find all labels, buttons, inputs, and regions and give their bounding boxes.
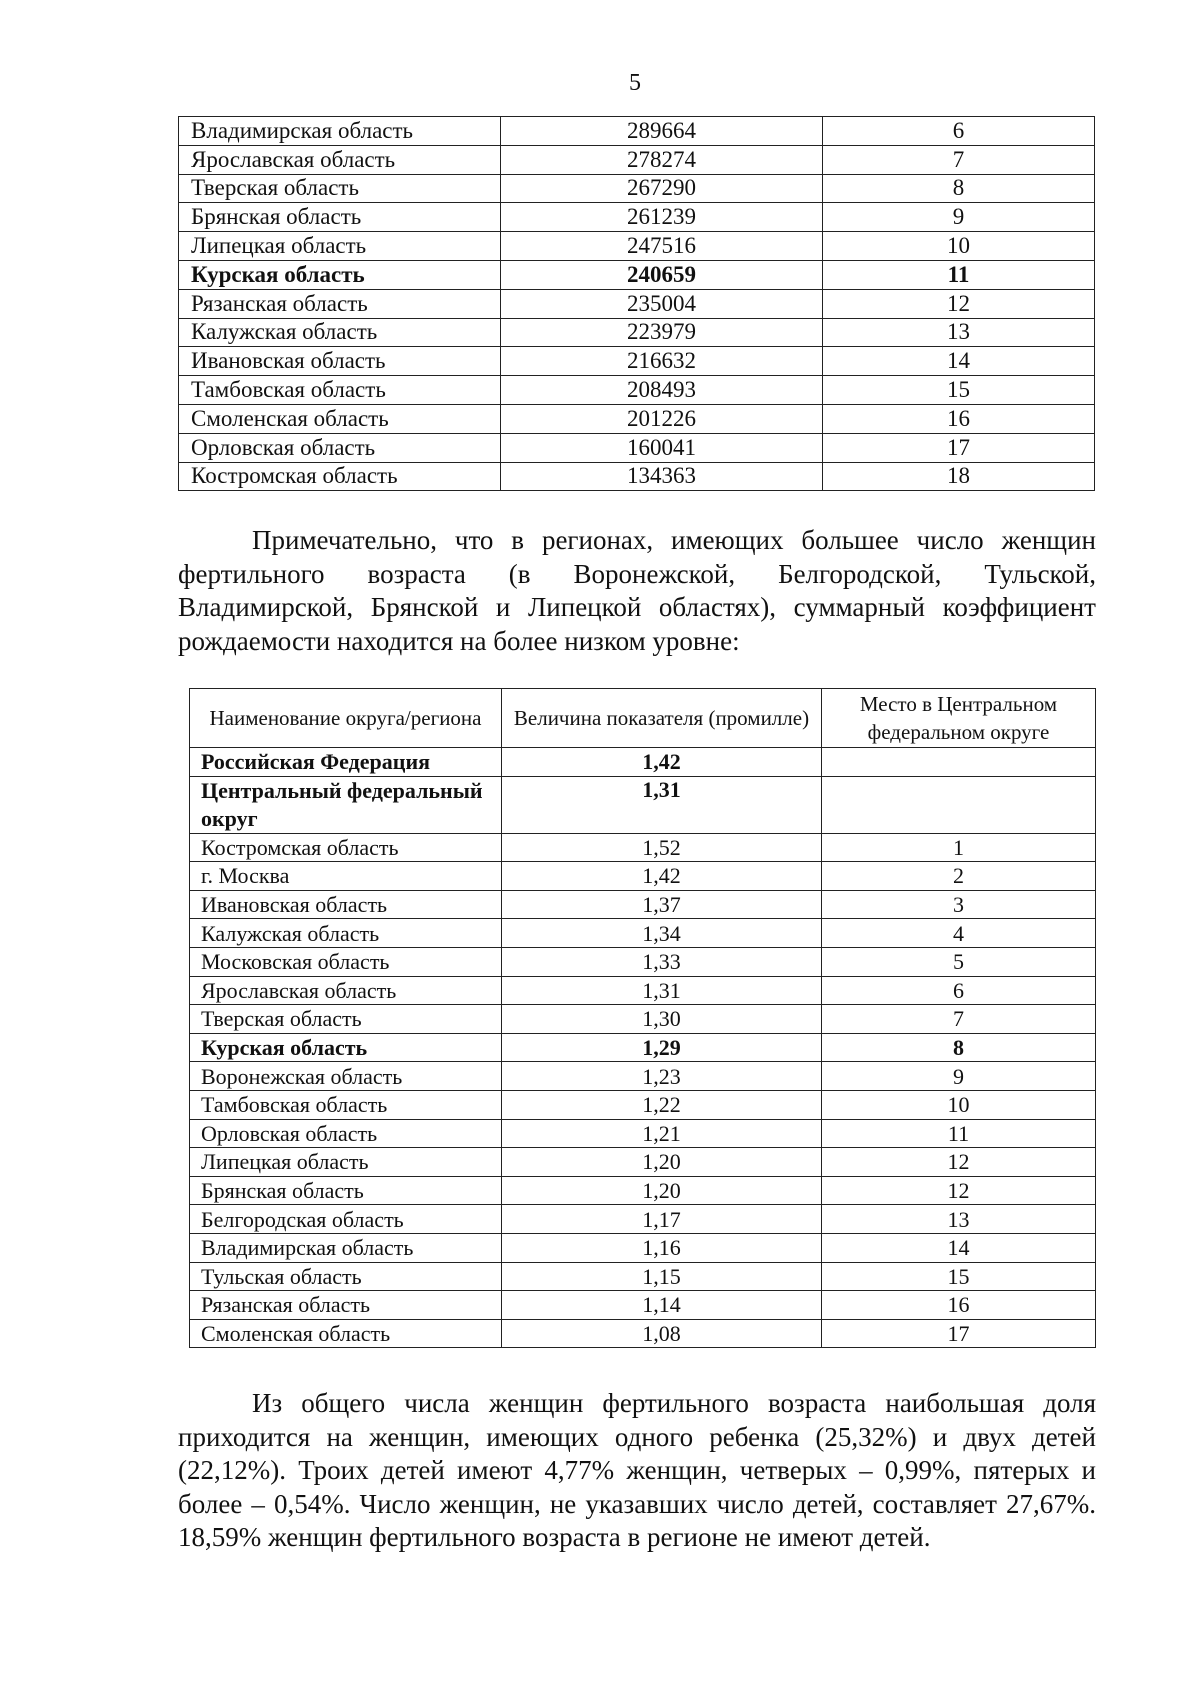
value-cell: 160041 <box>501 433 823 462</box>
value-cell: 235004 <box>501 289 823 318</box>
header-indicator-value: Величина показателя (промилле) <box>502 689 822 748</box>
table-row <box>190 1291 1096 1320</box>
region-name-cell: г. Москва <box>190 862 502 891</box>
value-cell: 216632 <box>501 347 823 376</box>
rank-cell: 6 <box>822 976 1096 1005</box>
value-cell: 1,22 <box>502 1090 822 1119</box>
value-cell: 240659 <box>501 260 823 289</box>
value-cell: 1,30 <box>502 1005 822 1034</box>
value-cell: 1,42 <box>502 748 822 777</box>
value-cell: 1,29 <box>502 1033 822 1062</box>
rank-cell: 10 <box>822 1090 1096 1119</box>
rank-cell: 16 <box>823 404 1095 433</box>
region-name-cell: Ярославская область <box>179 145 501 174</box>
value-cell: 1,31 <box>502 976 822 1005</box>
rank-cell: 4 <box>822 919 1096 948</box>
value-cell: 261239 <box>501 203 823 232</box>
table-row <box>190 919 1096 948</box>
table-row <box>190 947 1096 976</box>
paragraph-children-distribution-text: Из общего числа женщин фертильного возраста наибольшая доля приходится на женщин, имеющих одного ребенка (25,32%) и двух детей (22,12%). Троих детей имеют 4,77% женщин, четверых – 0,99%, пятерых и более – 0,54%. Число женщин, не указавших число детей, составляет 27,67%. 18,59% женщин фертильного возраста в регионе не имеют детей. <box>178 1388 1096 1552</box>
region-name-cell: Тверская область <box>190 1005 502 1034</box>
table-row <box>190 1205 1096 1234</box>
rank-cell: 5 <box>822 947 1096 976</box>
table-row <box>190 1090 1096 1119</box>
value-cell: 278274 <box>501 145 823 174</box>
rank-cell: 14 <box>823 347 1095 376</box>
paragraph-children-distribution <box>178 1387 1096 1555</box>
region-name-cell: Калужская область <box>179 318 501 347</box>
page-number: 5 <box>629 70 641 96</box>
region-name-cell: Тамбовская область <box>179 376 501 405</box>
region-name-cell: Владимирская область <box>190 1233 502 1262</box>
table-row <box>190 833 1096 862</box>
value-cell: 1,33 <box>502 947 822 976</box>
region-name-cell: Тульская область <box>190 1262 502 1291</box>
table-row <box>179 260 1095 289</box>
region-name-cell: Брянская область <box>190 1176 502 1205</box>
table-row <box>179 318 1095 347</box>
table-row <box>190 976 1096 1005</box>
table-row <box>179 289 1095 318</box>
rank-cell: 9 <box>822 1062 1096 1091</box>
rank-cell: 8 <box>822 1033 1096 1062</box>
region-name-cell: Рязанская область <box>190 1291 502 1320</box>
rank-cell: 6 <box>823 117 1095 146</box>
region-name-cell: Ивановская область <box>190 890 502 919</box>
rank-cell: 1 <box>822 833 1096 862</box>
region-name-cell: Центральный федеральный округ <box>190 776 502 833</box>
rank-cell: 13 <box>822 1205 1096 1234</box>
table-row <box>179 347 1095 376</box>
value-cell: 1,20 <box>502 1176 822 1205</box>
value-cell: 1,42 <box>502 862 822 891</box>
table-header-row <box>190 689 1096 748</box>
rank-cell: 10 <box>823 232 1095 261</box>
paragraph-fertility-note <box>178 524 1096 658</box>
region-name-cell: Белгородская область <box>190 1205 502 1234</box>
table-row <box>190 1062 1096 1091</box>
value-cell: 289664 <box>501 117 823 146</box>
rank-cell: 17 <box>822 1319 1096 1348</box>
table-row <box>190 1148 1096 1177</box>
paragraph-fertility-note-text: Примечательно, что в регионах, имеющих большее число женщин фертильного возраста (в Воронежской, Белгородской, Тульской, Владимирской, Брянской и Липецкой областях), суммарный коэффициент рождаемости находится на более низком уровне: <box>178 525 1096 656</box>
header-region-name: Наименование округа/региона <box>190 689 502 748</box>
value-cell: 1,15 <box>502 1262 822 1291</box>
region-name-cell: Владимирская область <box>179 117 501 146</box>
value-cell: 201226 <box>501 404 823 433</box>
rank-cell: 13 <box>823 318 1095 347</box>
region-name-cell: Костромская область <box>179 462 501 491</box>
rank-cell: 11 <box>823 260 1095 289</box>
value-cell: 1,37 <box>502 890 822 919</box>
value-cell: 1,52 <box>502 833 822 862</box>
region-name-cell: Ярославская область <box>190 976 502 1005</box>
region-name-cell: Липецкая область <box>190 1148 502 1177</box>
value-cell: 267290 <box>501 174 823 203</box>
rank-cell: 9 <box>823 203 1095 232</box>
region-name-cell: Орловская область <box>190 1119 502 1148</box>
table-row <box>190 1262 1096 1291</box>
value-cell: 223979 <box>501 318 823 347</box>
rank-cell: 16 <box>822 1291 1096 1320</box>
region-name-cell: Орловская область <box>179 433 501 462</box>
table-row <box>190 1176 1096 1205</box>
rank-cell: 7 <box>823 145 1095 174</box>
table-row <box>179 433 1095 462</box>
value-cell: 1,21 <box>502 1119 822 1148</box>
region-name-cell: Липецкая область <box>179 232 501 261</box>
table-row <box>179 462 1095 491</box>
rank-cell: 2 <box>822 862 1096 891</box>
rank-cell: 3 <box>822 890 1096 919</box>
rank-cell <box>822 776 1096 833</box>
table-row <box>179 404 1095 433</box>
rank-cell: 12 <box>822 1148 1096 1177</box>
region-name-cell: Ивановская область <box>179 347 501 376</box>
table-row <box>179 174 1095 203</box>
table-row <box>190 1119 1096 1148</box>
fertility-rate-table <box>189 688 1096 1348</box>
region-name-cell: Воронежская область <box>190 1062 502 1091</box>
value-cell: 1,31 <box>502 776 822 833</box>
table-row <box>190 862 1096 891</box>
table-row <box>179 145 1095 174</box>
fertility-rate-table-body <box>190 689 1096 1348</box>
table-row <box>190 1033 1096 1062</box>
value-cell: 1,17 <box>502 1205 822 1234</box>
table-row <box>190 1319 1096 1348</box>
rank-cell: 18 <box>823 462 1095 491</box>
value-cell: 1,34 <box>502 919 822 948</box>
table-row <box>190 776 1096 833</box>
region-name-cell: Костромская область <box>190 833 502 862</box>
rank-cell: 7 <box>822 1005 1096 1034</box>
rank-cell <box>822 748 1096 777</box>
rank-cell: 12 <box>823 289 1095 318</box>
value-cell: 1,23 <box>502 1062 822 1091</box>
table-row <box>190 1233 1096 1262</box>
table-row <box>190 1005 1096 1034</box>
rank-cell: 8 <box>823 174 1095 203</box>
value-cell: 1,14 <box>502 1291 822 1320</box>
table-row <box>179 203 1095 232</box>
region-name-cell: Калужская область <box>190 919 502 948</box>
women-count-table-body <box>179 117 1095 491</box>
value-cell: 1,08 <box>502 1319 822 1348</box>
rank-cell: 11 <box>822 1119 1096 1148</box>
header-rank: Место в Центральном федеральном округе <box>822 689 1096 748</box>
region-name-cell: Смоленская область <box>179 404 501 433</box>
rank-cell: 12 <box>822 1176 1096 1205</box>
region-name-cell: Брянская область <box>179 203 501 232</box>
region-name-cell: Московская область <box>190 947 502 976</box>
table-row <box>190 890 1096 919</box>
rank-cell: 15 <box>822 1262 1096 1291</box>
region-name-cell: Смоленская область <box>190 1319 502 1348</box>
women-count-table <box>178 116 1095 491</box>
rank-cell: 15 <box>823 376 1095 405</box>
rank-cell: 17 <box>823 433 1095 462</box>
value-cell: 1,16 <box>502 1233 822 1262</box>
region-name-cell: Российская Федерация <box>190 748 502 777</box>
value-cell: 1,20 <box>502 1148 822 1177</box>
rank-cell: 14 <box>822 1233 1096 1262</box>
table-row <box>179 376 1095 405</box>
region-name-cell: Курская область <box>190 1033 502 1062</box>
table-row <box>179 117 1095 146</box>
value-cell: 208493 <box>501 376 823 405</box>
region-name-cell: Рязанская область <box>179 289 501 318</box>
region-name-cell: Тамбовская область <box>190 1090 502 1119</box>
table-row <box>179 232 1095 261</box>
value-cell: 247516 <box>501 232 823 261</box>
region-name-cell: Тверская область <box>179 174 501 203</box>
value-cell: 134363 <box>501 462 823 491</box>
table-row <box>190 748 1096 777</box>
region-name-cell: Курская область <box>179 260 501 289</box>
